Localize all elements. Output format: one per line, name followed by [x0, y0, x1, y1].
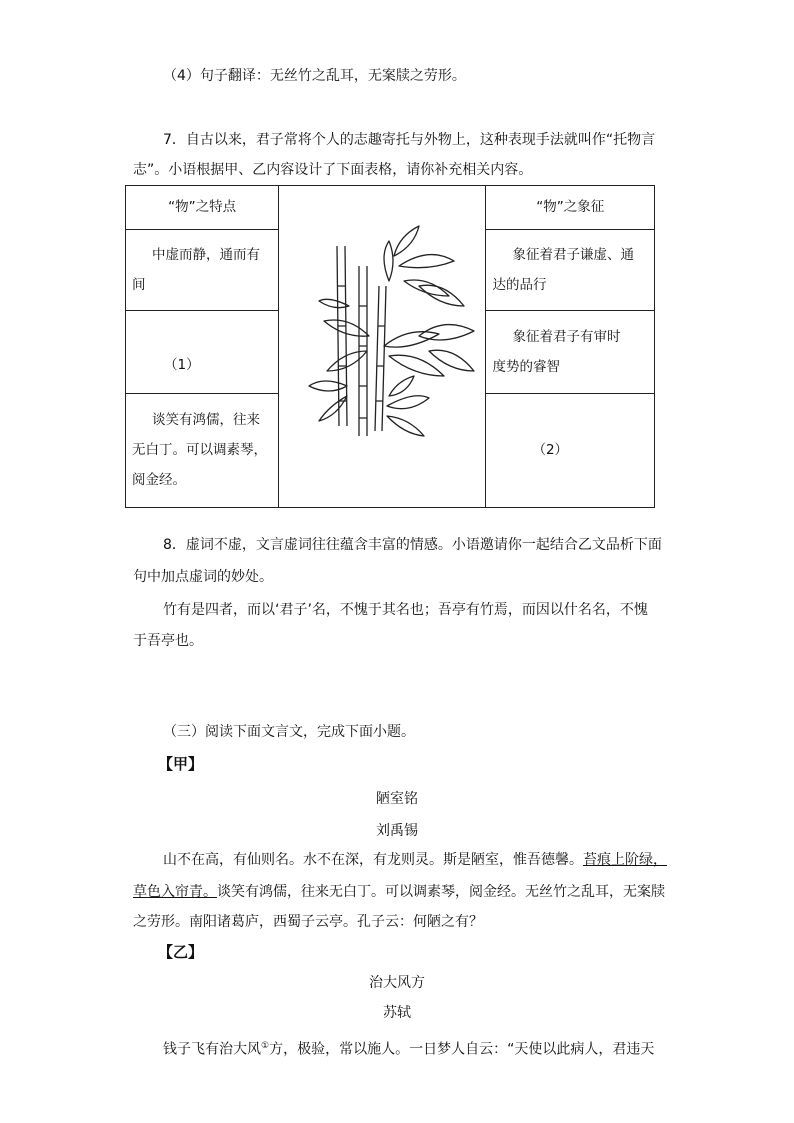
- yi-title: 治大风方: [369, 975, 425, 991]
- question-8-line2: 句中加点虚词的妙处。: [133, 569, 273, 585]
- symbol-2-line1: 象征着君子有审时: [512, 328, 621, 345]
- question-7-line1: 7．自古以来，君子常将个人的志趣寄托与外物上，这种表现手法就叫作“托物言: [163, 132, 656, 148]
- feature-1-line2: 间: [132, 276, 146, 293]
- question-8-quote-line1: 竹有是四者，而以‘君子’名，不愧于其名也；吾亭有竹焉，而因以什名名，不愧: [163, 602, 648, 618]
- feature-3-line2: 无白丁。可以调素琴，: [132, 442, 267, 459]
- blank-1: （1）: [164, 356, 200, 373]
- header-symbolism: “物”之象征: [486, 186, 655, 230]
- yi-label: 【乙】: [158, 943, 204, 961]
- header-features: “物”之特点: [126, 186, 279, 230]
- symbol-cell-3-blank: [486, 393, 655, 507]
- symbol-2-line2: 度势的睿智: [492, 358, 560, 375]
- symbol-cell-2: [486, 310, 655, 393]
- feature-cell-1: [126, 229, 279, 310]
- reference-table: [125, 185, 655, 508]
- jia-text-line2: [133, 882, 665, 902]
- jia-title: 陋室铭: [376, 791, 418, 807]
- yi-text-1a: 钱子飞有治大风: [163, 1041, 261, 1058]
- footnote-marker: ①: [261, 1041, 270, 1051]
- jia-text-1b-underlined: 苔痕上阶绿，: [583, 852, 667, 868]
- jia-text-2b: 谈笑有鸿儒，往来无白丁。可以调素琴，阅金经。无丝竹之乱耳，无案牍: [217, 884, 665, 900]
- symbol-1-line1: 象征着君子谦虚、通: [512, 246, 634, 263]
- jia-text-1a: 山不在高，有仙则名。水不在深，有龙则灵。斯是陋室，惟吾德馨。: [163, 852, 583, 868]
- jia-text-line3: 之劳形。南阳诸葛庐，西蜀子云亭。孔子云：何陋之有？: [133, 914, 483, 930]
- feature-1-line1: 中虚而静，通而有: [152, 246, 260, 263]
- question-8-quote-line2: 于吾亭也。: [133, 633, 203, 649]
- symbol-cell-1: [486, 229, 655, 310]
- question-4: （4）句子翻译：无丝竹之乱耳，无案牍之劳形。: [163, 68, 466, 84]
- yi-author: 苏轼: [383, 1005, 411, 1021]
- yi-text-line1: [163, 1036, 654, 1060]
- jia-text-2a-underlined: 草色入帘青。: [133, 884, 217, 900]
- jia-text-line1: [163, 850, 667, 870]
- question-8-line1: 8．虚词不虚，文言虚词往往蕴含丰富的情感。小语邀请你一起结合乙文品析下面: [163, 537, 662, 553]
- feature-3-line3: 阅金经。: [132, 472, 186, 489]
- feature-cell-3: [126, 393, 279, 507]
- yi-text-1b: 方，极验，常以施人。一日梦人自云：“天使以此病人，君违天: [269, 1041, 655, 1058]
- bamboo-illustration: [279, 186, 481, 496]
- symbol-1-line2: 达的品行: [492, 276, 547, 293]
- feature-3-line1: 谈笑有鸿儒，往来: [152, 412, 260, 429]
- jia-author: 刘禹锡: [376, 823, 418, 839]
- blank-2: （2）: [532, 442, 569, 459]
- question-7-line2: 志”。小语根据甲、乙内容设计了下面表格，请你补充相关内容。: [133, 162, 533, 178]
- bamboo-image-cell: [279, 186, 486, 508]
- feature-cell-2-blank: [126, 310, 279, 393]
- jia-label: 【甲】: [158, 755, 204, 773]
- section-3-intro: （三）阅读下面文言文，完成下面小题。: [163, 724, 415, 740]
